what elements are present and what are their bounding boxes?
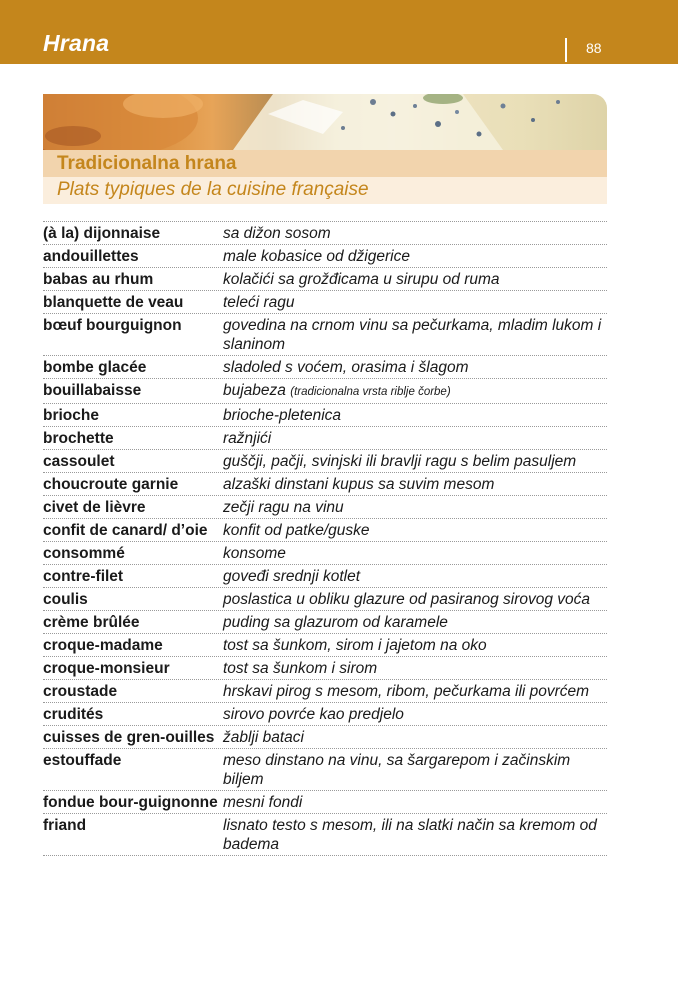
glossary-row [43,749,607,791]
section-title: Tradicionalna hrana [57,153,237,174]
glossary-definition [223,567,607,586]
glossary-term: choucroute garnie [43,476,179,493]
glossary-definition [223,270,607,289]
glossary-definition-text: tost sa šunkom i sirom [223,660,378,677]
page-number: 88 [586,40,602,56]
glossary-definition-text: sladoled s voćem, orasima i šlagom [223,359,469,376]
glossary-definition-text: konfit od patke/guske [223,522,370,539]
glossary-definition-text: guščji, pačji, svinjski ili bravlji ragu s belim pasuljem [223,453,577,470]
glossary-row [43,222,607,245]
glossary-definition [223,636,607,655]
glossary-term: friand [43,817,87,834]
glossary-term: contre-filet [43,568,124,585]
glossary-definition [223,429,607,448]
glossary-definition-text: male kobasice od džigerice [223,248,410,265]
glossary-definition [223,475,607,494]
glossary-row [43,519,607,542]
glossary-term: blanquette de veau [43,294,184,311]
glossary-definition-text: žablji bataci [223,729,304,746]
glossary-definition-text: brioche-pletenica [223,407,342,424]
glossary-definition [223,358,607,377]
glossary-definition [223,544,607,563]
glossary-definition [223,728,607,747]
chapter-title: Hrana [43,30,110,56]
glossary-definition [223,316,607,354]
glossary-term: cuisses de gren-ouilles [43,729,215,746]
glossary-definition [223,247,607,266]
glossary-definition-text: meso dinstano na vinu, sa šargarepom i začinskim biljem [223,752,571,788]
glossary-row [43,404,607,427]
glossary-term: bouillabaisse [43,382,142,399]
glossary-row [43,245,607,268]
glossary-term: babas au rhum [43,271,154,288]
glossary-row [43,791,607,814]
glossary-row [43,542,607,565]
glossary-row [43,680,607,703]
glossary-row [43,427,607,450]
glossary-row [43,814,607,856]
glossary-term: brioche [43,407,99,424]
glossary-definition-text: teleći ragu [223,294,295,311]
section-heading [43,150,607,204]
glossary-definition [223,659,607,678]
glossary-definition-text: bujabeza [223,382,286,399]
glossary-row [43,657,607,680]
glossary-term: estouffade [43,752,122,769]
glossary-definition [223,793,607,812]
section-subtitle: Plats typiques de la cuisine française [57,179,369,200]
glossary-definition-text: ražnjići [223,430,272,447]
glossary-row [43,314,607,356]
glossary-row [43,611,607,634]
glossary-definition [223,381,607,402]
glossary-definition-text: hrskavi pirog s mesom, ribom, pečurkama ili povrćem [223,683,590,700]
glossary-row [43,726,607,749]
glossary-row [43,356,607,379]
glossary-definition [223,682,607,701]
glossary-term: crème brûlée [43,614,140,631]
glossary-definition-text: tost sa šunkom, sirom i jajetom na oko [223,637,487,654]
glossary-term: fondue bour-guignonne [43,794,218,811]
page-number-divider [565,38,567,62]
glossary-definition [223,705,607,724]
food-photo-illustration [43,94,607,150]
glossary-definition [223,521,607,540]
glossary-term: brochette [43,430,114,447]
glossary-definition-text: mesni fondi [223,794,303,811]
glossary-term: croque-madame [43,637,163,654]
glossary-term: andouillettes [43,248,139,265]
page-header [0,0,678,64]
glossary-definition [223,224,607,243]
glossary-definition-text: konsome [223,545,286,562]
glossary-row [43,588,607,611]
glossary-term: (à la) dijonnaise [43,225,161,242]
glossary-definition-text: sirovo povrće kao predjelo [223,706,404,723]
glossary-row [43,496,607,519]
glossary-definition [223,751,607,789]
glossary-definition [223,406,607,425]
glossary-definition [223,613,607,632]
glossary-term: bombe glacée [43,359,147,376]
food-glossary [43,221,607,856]
glossary-definition [223,293,607,312]
glossary-definition-text: govedina na crnom vinu sa pečurkama, mladim lukom i slaninom [223,317,602,353]
glossary-term: confit de canard/ d’oie [43,522,208,539]
glossary-term: consommé [43,545,125,562]
glossary-definition-text: lisnato testo s mesom, ili na slatki način sa kremom od badema [223,817,597,853]
glossary-definition [223,590,607,609]
glossary-definition-text: alzaški dinstani kupus sa suvim mesom [223,476,495,493]
glossary-definition [223,498,607,517]
glossary-term: coulis [43,591,88,608]
glossary-term: croque-monsieur [43,660,170,677]
glossary-definition [223,816,607,854]
glossary-term: cassoulet [43,453,115,470]
glossary-definition-text: sa dižon sosom [223,225,331,242]
glossary-row [43,450,607,473]
glossary-row [43,379,607,404]
glossary-note: (tradicionalna vrsta riblje čorbe) [290,386,451,398]
glossary-row [43,268,607,291]
glossary-row [43,565,607,588]
glossary-row [43,473,607,496]
glossary-definition-text: zečji ragu na vinu [223,499,344,516]
glossary-definition [223,452,607,471]
glossary-definition-text: poslastica u obliku glazure od pasiranog sirovog voća [223,591,591,608]
glossary-row [43,703,607,726]
glossary-term: croustade [43,683,118,700]
glossary-definition-text: kolačići sa grožđicama u sirupu od ruma [223,271,500,288]
glossary-row [43,634,607,657]
food-photo-banner [43,94,607,150]
glossary-term: civet de lièvre [43,499,146,516]
glossary-definition-text: puding sa glazurom od karamele [223,614,448,631]
glossary-term: crudités [43,706,104,723]
glossary-definition-text: goveđi srednji kotlet [223,568,360,585]
glossary-term: bœuf bourguignon [43,317,182,334]
glossary-row [43,291,607,314]
